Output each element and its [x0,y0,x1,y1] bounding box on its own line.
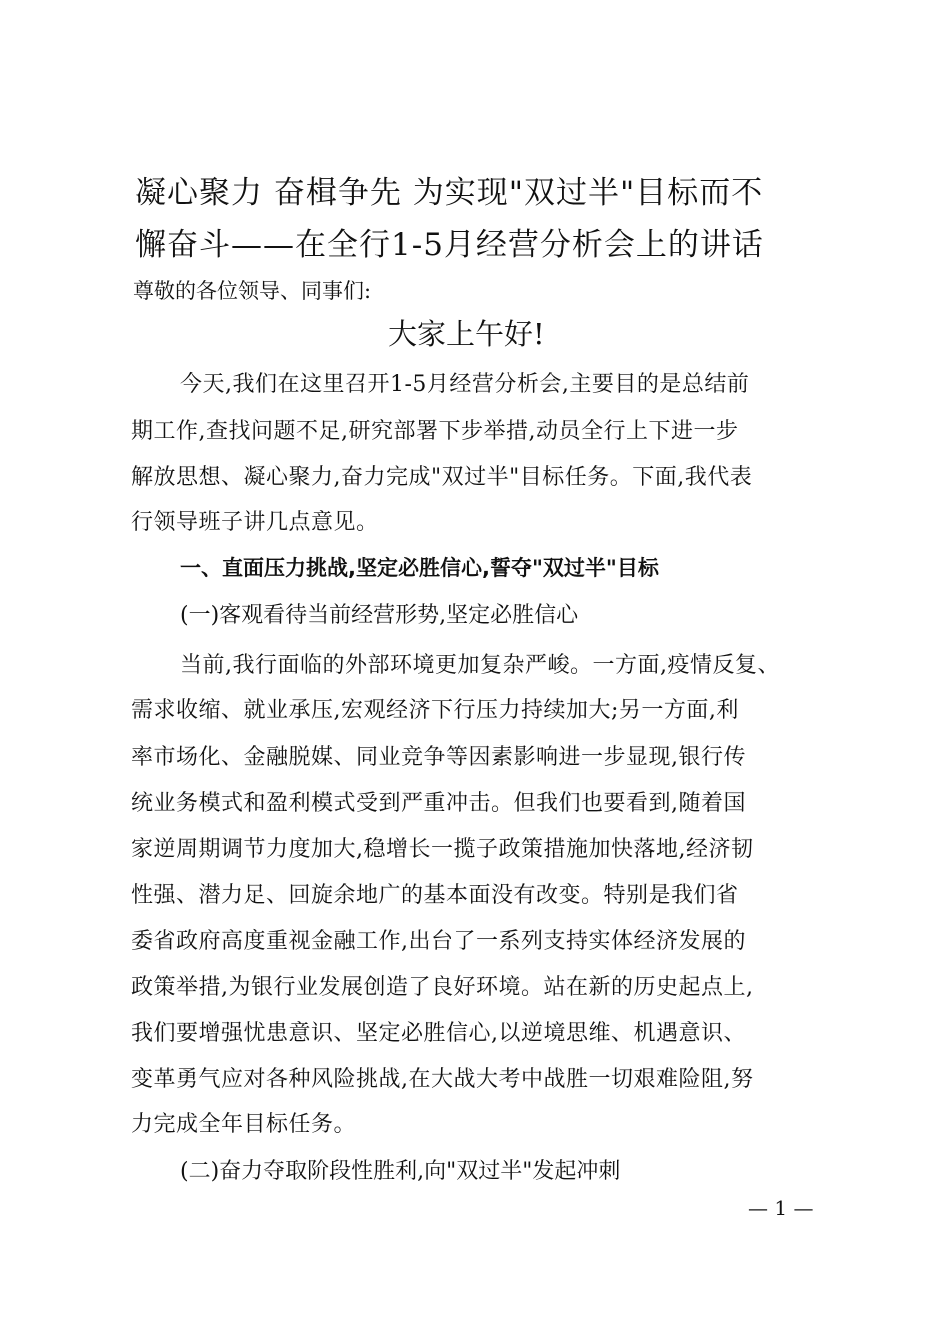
body-line: 力完成全年目标任务。 [131,1112,357,1137]
body-line: 当前,我行面临的外部环境更加复杂严峻。一方面,疫情反复、 [180,653,780,678]
page-number: — 1 — [748,1196,814,1220]
salutation: 尊敬的各位领导、同事们: [133,279,372,303]
intro-line: 期工作,查找问题不足,研究部署下步举措,动员全行上下进一步 [131,419,739,444]
title-line-1: 凝心聚力 奋楫争先 为实现"双过半"目标而不 [135,175,764,211]
intro-line: 解放思想、凝心聚力,奋力完成"双过半"目标任务。下面,我代表 [131,465,753,490]
subsection-heading: (一)客观看待当前经营形势,坚定必胜信心 [180,603,579,628]
greeting: 大家上午好! [388,317,545,351]
body-line: 变革勇气应对各种风险挑战,在大战大考中战胜一切艰难险阻,努 [131,1067,754,1092]
body-line: 我们要增强忧患意识、坚定必胜信心,以逆境思维、机遇意识、 [131,1021,746,1046]
section-heading: 一、直面压力挑战,坚定必胜信心,誓夺"双过半"目标 [180,556,659,580]
body-line: 委省政府高度重视金融工作,出台了一系列支持实体经济发展的 [131,929,746,954]
body-line: 政策举措,为银行业发展创造了良好环境。站在新的历史起点上, [131,975,754,1000]
subsection-heading: (二)奋力夺取阶段性胜利,向"双过半"发起冲刺 [180,1159,621,1184]
title-line-2: 懈奋斗——在全行1-5月经营分析会上的讲话 [135,227,764,263]
body-line: 性强、潜力足、回旋余地广的基本面没有改变。特别是我们省 [131,883,739,908]
body-line: 率市场化、金融脱媒、同业竞争等因素影响进一步显现,银行传 [131,745,746,770]
body-line: 家逆周期调节力度加大,稳增长一揽子政策措施加快落地,经济韧 [131,837,754,862]
body-line: 统业务模式和盈利模式受到严重冲击。但我们也要看到,随着国 [131,791,746,816]
intro-line: 行领导班子讲几点意见。 [131,510,379,535]
body-line: 需求收缩、就业承压,宏观经济下行压力持续加大;另一方面,利 [131,698,739,723]
intro-line: 今天,我们在这里召开1-5月经营分析会,主要目的是总结前 [180,372,750,397]
